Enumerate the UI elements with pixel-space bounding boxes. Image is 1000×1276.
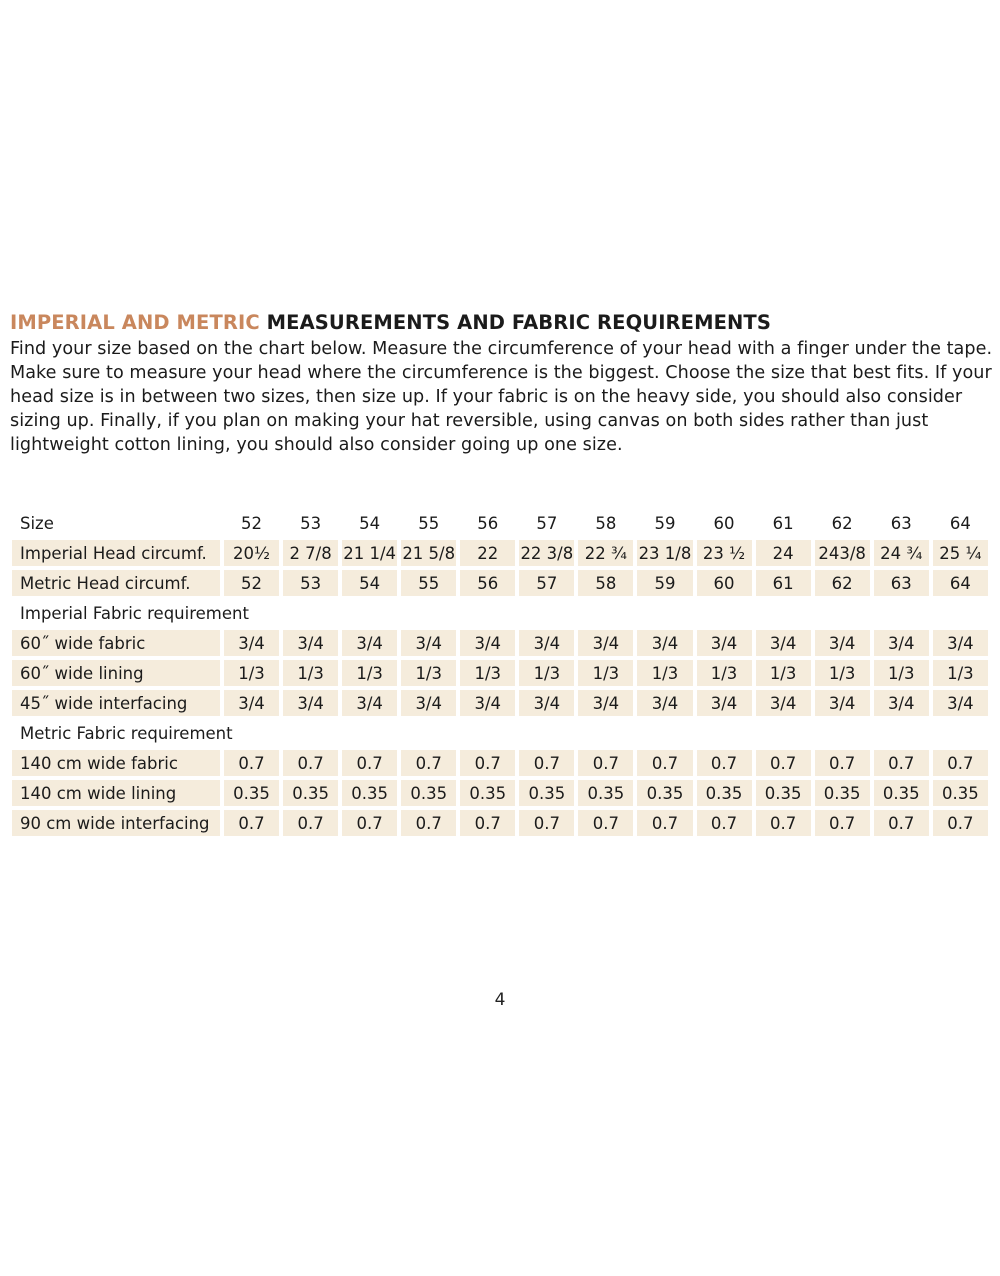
table-cell: 59 — [637, 570, 692, 596]
table-cell: 62 — [815, 570, 870, 596]
table-cell: 25 ¼ — [933, 540, 988, 566]
table-cell: 3/4 — [342, 630, 397, 656]
table-cell: 0.35 — [519, 780, 574, 806]
table-cell: 0.35 — [697, 780, 752, 806]
size-table-body — [12, 510, 988, 836]
section-row — [12, 600, 988, 626]
table-cell: 63 — [874, 570, 929, 596]
table-cell: 0.7 — [874, 750, 929, 776]
table-cell: 0.7 — [637, 810, 692, 836]
table-cell: 0.7 — [342, 810, 397, 836]
table-cell: 0.7 — [224, 750, 279, 776]
table-cell: 56 — [460, 570, 515, 596]
table-cell: 23 ½ — [697, 540, 752, 566]
row-label: 60˝ wide fabric — [12, 630, 220, 656]
table-cell: 52 — [224, 570, 279, 596]
table-cell: 0.7 — [224, 810, 279, 836]
table-cell: 0.35 — [283, 780, 338, 806]
table-row — [12, 630, 988, 656]
table-cell: 0.7 — [933, 750, 988, 776]
table-cell: 0.35 — [874, 780, 929, 806]
table-cell: 0.35 — [815, 780, 870, 806]
table-cell: 24 — [756, 540, 811, 566]
table-cell: 3/4 — [874, 690, 929, 716]
table-cell: 0.7 — [933, 810, 988, 836]
table-row — [12, 540, 988, 566]
table-cell: 3/4 — [460, 630, 515, 656]
table-cell: 0.7 — [460, 750, 515, 776]
table-cell: 1/3 — [342, 660, 397, 686]
table-row — [12, 810, 988, 836]
table-cell: 3/4 — [519, 630, 574, 656]
table-cell: 22 — [460, 540, 515, 566]
row-label: 140 cm wide fabric — [12, 750, 220, 776]
table-cell: 0.7 — [578, 810, 633, 836]
row-label: Size — [20, 513, 54, 533]
table-cell: 3/4 — [756, 690, 811, 716]
table-cell: 0.7 — [401, 810, 456, 836]
row-label: Metric Head circumf. — [12, 570, 220, 596]
table-cell: 21 1/4 — [342, 540, 397, 566]
table-cell: 1/3 — [578, 660, 633, 686]
table-cell: 54 — [342, 570, 397, 596]
table-cell: 0.7 — [815, 750, 870, 776]
table-cell: 3/4 — [933, 690, 988, 716]
table-cell: 56 — [477, 513, 499, 533]
table-cell: 0.35 — [933, 780, 988, 806]
table-cell: 0.7 — [815, 810, 870, 836]
table-cell: 1/3 — [756, 660, 811, 686]
table-cell: 57 — [536, 513, 558, 533]
table-cell: 3/4 — [401, 630, 456, 656]
table-cell: 3/4 — [815, 690, 870, 716]
table-cell: 3/4 — [283, 690, 338, 716]
table-cell: 3/4 — [224, 690, 279, 716]
table-cell: 22 3/8 — [519, 540, 574, 566]
table-cell: 0.35 — [460, 780, 515, 806]
table-cell: 59 — [654, 513, 676, 533]
table-cell: 58 — [595, 513, 617, 533]
table-cell: 52 — [241, 513, 263, 533]
table-cell: 3/4 — [519, 690, 574, 716]
table-cell: 0.35 — [401, 780, 456, 806]
row-label: 90 cm wide interfacing — [12, 810, 220, 836]
table-cell: 57 — [519, 570, 574, 596]
table-cell: 23 1/8 — [637, 540, 692, 566]
row-label: Imperial Head circumf. — [12, 540, 220, 566]
table-cell: 60 — [713, 513, 735, 533]
table-cell: 24 ¾ — [874, 540, 929, 566]
table-cell: 53 — [283, 570, 338, 596]
table-cell: 0.7 — [637, 750, 692, 776]
table-cell: 1/3 — [224, 660, 279, 686]
table-cell: 58 — [578, 570, 633, 596]
table-cell: 1/3 — [815, 660, 870, 686]
table-cell: 61 — [772, 513, 794, 533]
table-cell: 0.7 — [697, 750, 752, 776]
table-cell: 3/4 — [283, 630, 338, 656]
table-cell: 0.7 — [460, 810, 515, 836]
table-cell: 0.7 — [519, 810, 574, 836]
table-cell: 3/4 — [401, 690, 456, 716]
table-cell: 0.35 — [224, 780, 279, 806]
section-row — [12, 720, 988, 746]
table-cell: 0.7 — [283, 810, 338, 836]
table-cell: 62 — [831, 513, 853, 533]
table-cell: 54 — [359, 513, 381, 533]
section-label: Metric Fabric requirement — [20, 723, 233, 743]
table-cell: 64 — [949, 513, 971, 533]
table-cell: 3/4 — [578, 690, 633, 716]
table-cell: 3/4 — [756, 630, 811, 656]
table-cell: 0.35 — [342, 780, 397, 806]
table-cell: 0.7 — [342, 750, 397, 776]
table-cell: 3/4 — [460, 690, 515, 716]
table-row — [12, 660, 988, 686]
table-cell: 22 ¾ — [578, 540, 633, 566]
table-row — [12, 570, 988, 596]
size-chart — [12, 506, 988, 840]
intro-paragraph: Find your size based on the chart below. Measure the circumference of your head with a finger under the tape. Make sure to measure your head where the circumference is the biggest. Choose the size that best fits. If your head size is in between two sizes, then size up. If your fabric is on the heavy side, you should also consider sizing up. Finally, if you plan on making your hat reversible, using canvas on both sides rather than just lightweight cotton lining, you should also consider going up one size. — [10, 339, 993, 455]
table-cell: 0.7 — [283, 750, 338, 776]
table-cell: 1/3 — [519, 660, 574, 686]
table-cell: 0.7 — [874, 810, 929, 836]
table-row — [12, 750, 988, 776]
table-cell: 3/4 — [697, 630, 752, 656]
table-cell: 1/3 — [283, 660, 338, 686]
table-cell: 63 — [890, 513, 912, 533]
table-cell: 53 — [300, 513, 322, 533]
table-cell: 3/4 — [578, 630, 633, 656]
table-cell: 1/3 — [460, 660, 515, 686]
table-cell: 3/4 — [224, 630, 279, 656]
table-cell: 3/4 — [637, 630, 692, 656]
table-cell: 0.7 — [756, 750, 811, 776]
table-cell: 3/4 — [637, 690, 692, 716]
table-cell: 55 — [401, 570, 456, 596]
table-cell: 0.7 — [578, 750, 633, 776]
table-cell: 60 — [697, 570, 752, 596]
table-cell: 0.7 — [519, 750, 574, 776]
table-cell: 20½ — [224, 540, 279, 566]
table-cell: 55 — [418, 513, 440, 533]
table-cell: 61 — [756, 570, 811, 596]
table-cell: 3/4 — [815, 630, 870, 656]
table-row — [12, 780, 988, 806]
title-accent: IMPERIAL AND METRIC — [10, 311, 260, 334]
size-table — [8, 506, 992, 840]
table-cell: 3/4 — [342, 690, 397, 716]
page-title — [10, 311, 771, 334]
table-cell: 21 5/8 — [401, 540, 456, 566]
table-cell: 0.7 — [756, 810, 811, 836]
section-label: Imperial Fabric requirement — [20, 603, 249, 623]
table-cell: 3/4 — [933, 630, 988, 656]
table-cell: 243/8 — [815, 540, 870, 566]
title-rest: MEASUREMENTS AND FABRIC REQUIREMENTS — [259, 311, 771, 334]
table-cell: 3/4 — [874, 630, 929, 656]
table-cell: 64 — [933, 570, 988, 596]
row-label: 45˝ wide interfacing — [12, 690, 220, 716]
table-cell: 0.35 — [637, 780, 692, 806]
table-cell: 1/3 — [933, 660, 988, 686]
table-cell: 3/4 — [697, 690, 752, 716]
table-cell: 1/3 — [874, 660, 929, 686]
table-cell: 2 7/8 — [283, 540, 338, 566]
table-row — [12, 690, 988, 716]
row-label: 60˝ wide lining — [12, 660, 220, 686]
page-number: 4 — [494, 990, 506, 1010]
table-cell: 1/3 — [401, 660, 456, 686]
table-cell: 0.7 — [697, 810, 752, 836]
table-cell: 1/3 — [697, 660, 752, 686]
table-cell: 1/3 — [637, 660, 692, 686]
table-row — [12, 510, 988, 536]
row-label: 140 cm wide lining — [12, 780, 220, 806]
table-cell: 0.35 — [756, 780, 811, 806]
table-cell: 0.7 — [401, 750, 456, 776]
table-cell: 0.35 — [578, 780, 633, 806]
